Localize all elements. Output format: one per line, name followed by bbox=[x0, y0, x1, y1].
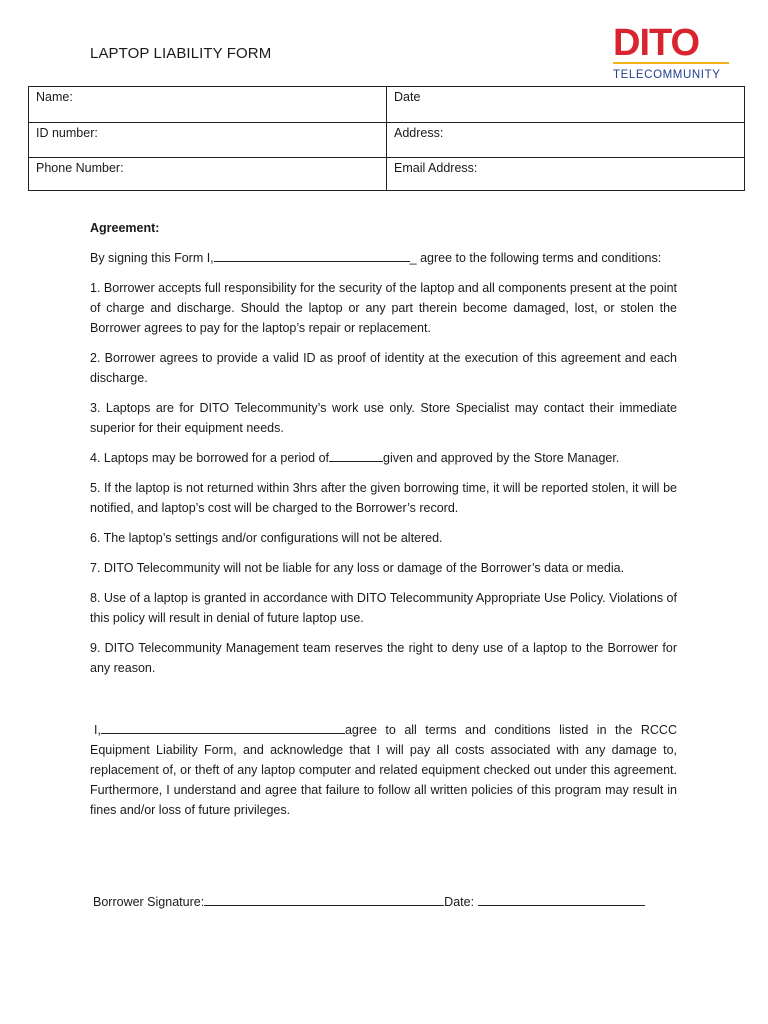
borrower-name-blank[interactable] bbox=[214, 248, 410, 262]
ack-text-start: I, bbox=[94, 723, 101, 737]
address-field[interactable]: Address: bbox=[387, 123, 745, 158]
agreement-heading: Agreement: bbox=[90, 221, 160, 235]
email-address-field[interactable]: Email Address: bbox=[387, 158, 745, 191]
logo-word: DITO bbox=[613, 22, 700, 64]
term-2: 2. Borrower agrees to provide a valid ID as proof of identity at the execution of this agreement and each discharge. bbox=[90, 351, 677, 385]
term-4 bbox=[90, 448, 677, 468]
acknowledgement-paragraph bbox=[90, 720, 677, 820]
dito-logo bbox=[611, 22, 731, 82]
signature-date-label: Date: bbox=[444, 895, 478, 909]
signature-label: Borrower Signature: bbox=[93, 895, 205, 909]
agreement-intro bbox=[90, 248, 677, 268]
term-4-text: 4. Laptops may be borrowed for a period of bbox=[90, 451, 330, 465]
signature-line[interactable] bbox=[204, 892, 444, 906]
borrow-period-blank[interactable] bbox=[329, 448, 383, 462]
signature-date-line[interactable] bbox=[478, 892, 645, 906]
phone-number-field[interactable]: Phone Number: bbox=[29, 158, 387, 191]
agreement-intro-text-end: _ agree to the following terms and conditions: bbox=[409, 251, 662, 265]
dito-logo-graphic bbox=[611, 22, 731, 82]
agreement-section bbox=[90, 218, 677, 688]
term-9: 9. DITO Telecommunity Management team reserves the right to deny use of a laptop to the Borrower for any reason. bbox=[90, 641, 677, 675]
date-field[interactable]: Date bbox=[387, 87, 745, 123]
page-title: LAPTOP LIABILITY FORM bbox=[90, 45, 272, 62]
table-row bbox=[29, 87, 745, 123]
agreement-intro-text: By signing this Form I, bbox=[90, 251, 214, 265]
borrower-info-table bbox=[28, 86, 745, 191]
term-3: 3. Laptops are for DITO Telecommunity’s work use only. Store Specialist may contact their immediate superior for their equipment needs. bbox=[90, 401, 677, 435]
signature-row bbox=[93, 892, 645, 911]
logo-subtitle: TELECOMMUNITY bbox=[613, 69, 721, 81]
term-4-text-end: given and approved by the Store Manager. bbox=[383, 451, 620, 465]
term-5: 5. If the laptop is not returned within 3hrs after the given borrowing time, it will be reported stolen, it will be notified, and laptop’s cost will be charged to the Borrower’s record. bbox=[90, 481, 677, 515]
acknowledger-name-blank[interactable] bbox=[101, 720, 345, 734]
term-1: 1. Borrower accepts full responsibility for the security of the laptop and all components present at the point of charge and discharge. Should the laptop or any part therein become damaged, lost, or stolen the Borrower agrees to pay for the laptop’s repair or replacement. bbox=[90, 281, 677, 335]
name-field[interactable]: Name: bbox=[29, 87, 387, 123]
id-number-field[interactable]: ID number: bbox=[29, 123, 387, 158]
term-7: 7. DITO Telecommunity will not be liable for any loss or damage of the Borrower’s data or media. bbox=[90, 561, 625, 575]
table-row bbox=[29, 158, 745, 191]
term-6: 6. The laptop’s settings and/or configurations will not be altered. bbox=[90, 531, 443, 545]
term-8: 8. Use of a laptop is granted in accordance with DITO Telecommunity Appropriate Use Policy. Violations of this policy will result in denial of future laptop use. bbox=[90, 591, 677, 625]
ack-text: agree to all terms and conditions listed in the RCCC Equipment Liability Form, and acknowledge that I will pay all costs associated with any damage to, replacement of, or theft of any laptop computer and related equipment checked out under this agreement. Furthermore, I understand and agree that failure to follow all written policies of this program may result in fines and/or loss of future privileges. bbox=[90, 723, 677, 817]
table-row bbox=[29, 123, 745, 158]
